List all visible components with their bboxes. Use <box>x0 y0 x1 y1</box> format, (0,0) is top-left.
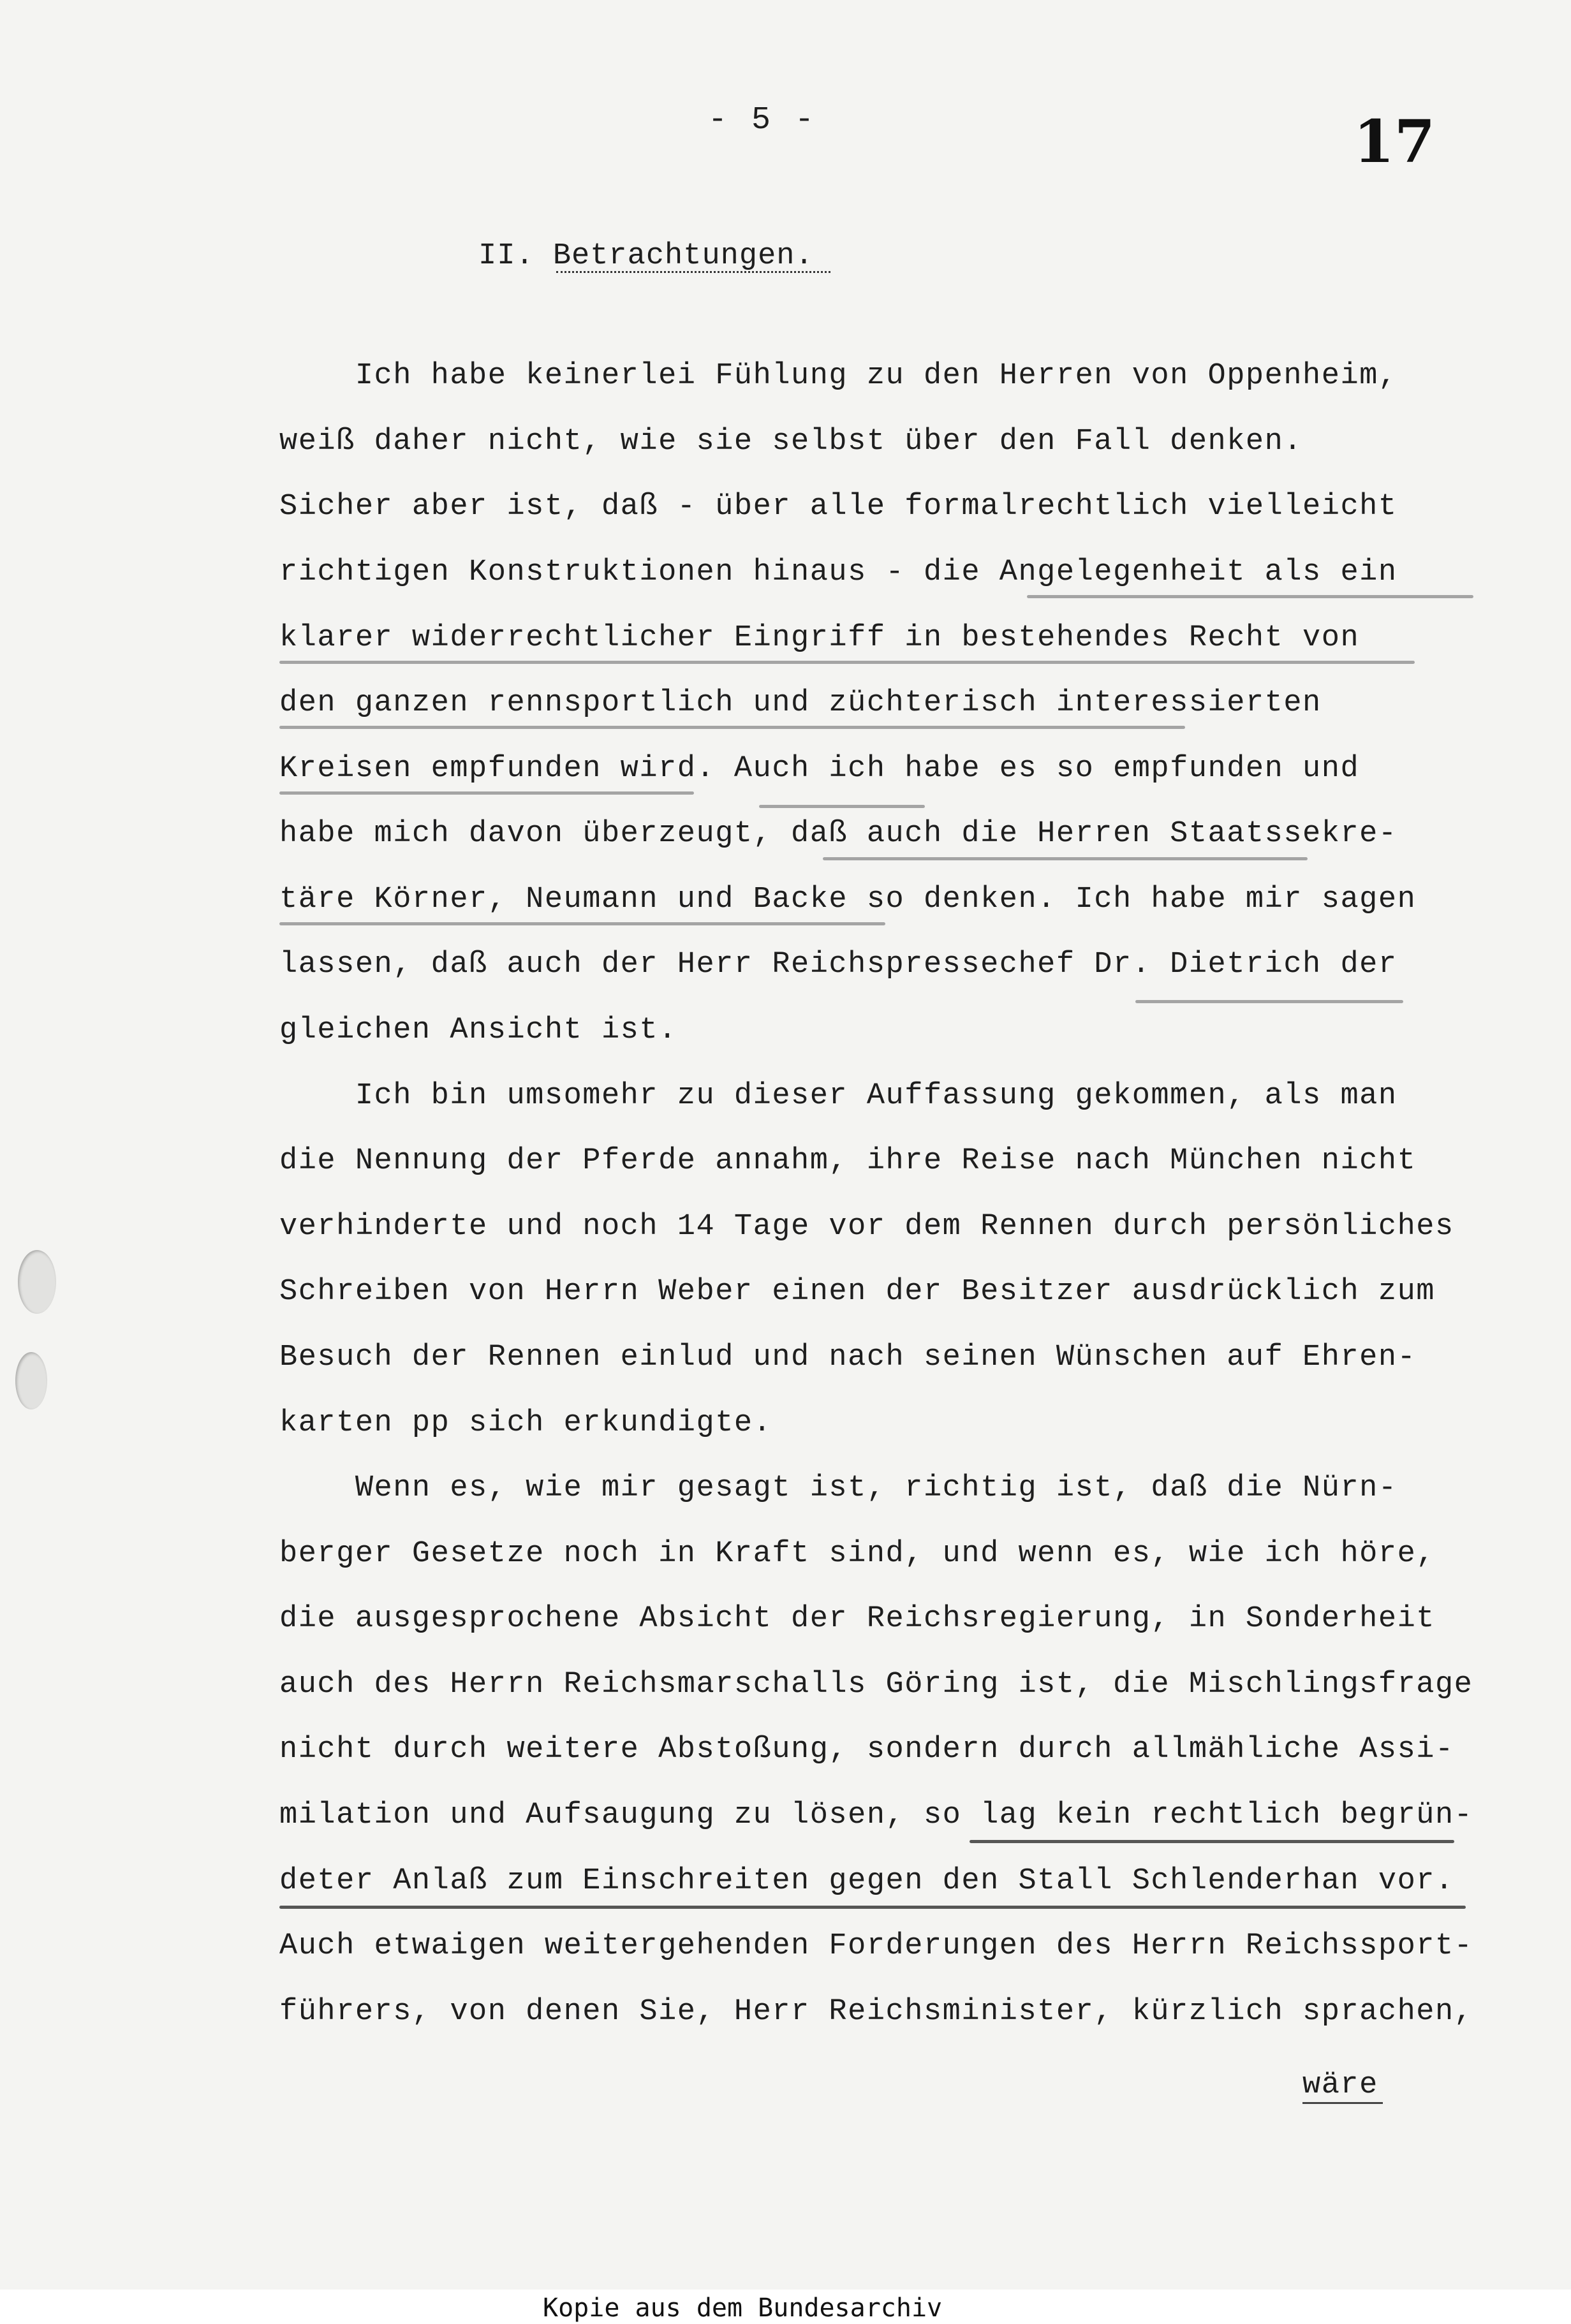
text-line: Ich bin umsomehr zu dieser Auffassung gekommen, als man <box>279 1079 1398 1113</box>
page-number: - 5 - <box>708 102 817 138</box>
pencil-underline <box>279 791 694 795</box>
text-line: deter Anlaß zum Einschreiten gegen den Stall Schlenderhan vor. <box>279 1864 1454 1898</box>
pencil-underline <box>1135 1000 1403 1003</box>
text-line: Kreisen empfunden wird. Auch ich habe es so empfunden und <box>279 752 1360 786</box>
archive-footer-text: Kopie aus dem Bundesarchiv <box>543 2293 943 2323</box>
text-line: richtigen Konstruktionen hinaus - die Angelegenheit als ein <box>279 555 1398 589</box>
ink-underline <box>279 1906 1466 1909</box>
punch-hole <box>18 1250 56 1314</box>
text-line: die ausgesprochene Absicht der Reichsregierung, in Sonderheit <box>279 1602 1435 1636</box>
catchword: wäre <box>1302 2068 1378 2102</box>
text-line: berger Gesetze noch in Kraft sind, und wenn es, wie ich höre, <box>279 1537 1435 1571</box>
ink-underline <box>970 1840 1454 1843</box>
text-line: den ganzen rennsportlich und züchterisch interessierten <box>279 686 1322 720</box>
text-line: führers, von denen Sie, Herr Reichsminister, kürzlich sprachen, <box>279 1995 1473 2029</box>
text-line: weiß daher nicht, wie sie selbst über den Fall denken. <box>279 425 1303 459</box>
text-line: verhinderte und noch 14 Tage vor dem Rennen durch persönliches <box>279 1210 1454 1244</box>
text-line: Ich habe keinerlei Fühlung zu den Herren von Oppenheim, <box>279 359 1398 393</box>
text-line: nicht durch weitere Abstoßung, sondern durch allmähliche Assi- <box>279 1733 1454 1767</box>
text-line: auch des Herrn Reichsmarschalls Göring ist, die Mischlingsfrage <box>279 1668 1473 1702</box>
text-line: milation und Aufsaugung zu lösen, so lag kein rechtlich begrün- <box>279 1798 1473 1832</box>
pencil-underline <box>823 857 1308 860</box>
text-line: Besuch der Rennen einlud und nach seinen Wünschen auf Ehren- <box>279 1341 1417 1374</box>
text-line: lassen, daß auch der Herr Reichspressechef Dr. Dietrich der <box>279 948 1398 982</box>
text-line: täre Körner, Neumann und Backe so denken. Ich habe mir sagen <box>279 883 1417 916</box>
pencil-underline <box>279 661 1415 664</box>
text-line: Auch etwaigen weitergehenden Forderungen des Herrn Reichssport- <box>279 1929 1473 1963</box>
heading-underline <box>556 271 830 273</box>
section-heading: II. Betrachtungen. <box>478 239 814 273</box>
pencil-underline <box>759 805 925 808</box>
text-line: habe mich davon überzeugt, daß auch die Herren Staatssekre- <box>279 817 1398 851</box>
text-line: klarer widerrechtlicher Eingriff in bestehendes Recht von <box>279 621 1360 655</box>
pencil-underline <box>1027 595 1473 598</box>
catchword-underline <box>1302 2102 1383 2104</box>
text-line: Schreiben von Herrn Weber einen der Besitzer ausdrücklich zum <box>279 1275 1435 1309</box>
text-line: Sicher aber ist, daß - über alle formalrechtlich vielleicht <box>279 490 1398 524</box>
pencil-underline <box>279 922 885 925</box>
text-line: Wenn es, wie mir gesagt ist, richtig ist, daß die Nürn- <box>279 1471 1398 1505</box>
punch-hole <box>15 1352 47 1409</box>
text-line: gleichen Ansicht ist. <box>279 1013 677 1047</box>
pencil-underline <box>279 726 1185 729</box>
text-line: karten pp sich erkundigte. <box>279 1406 772 1440</box>
folio-number: 17 <box>1353 107 1436 176</box>
text-line: die Nennung der Pferde annahm, ihre Reise nach München nicht <box>279 1144 1417 1178</box>
